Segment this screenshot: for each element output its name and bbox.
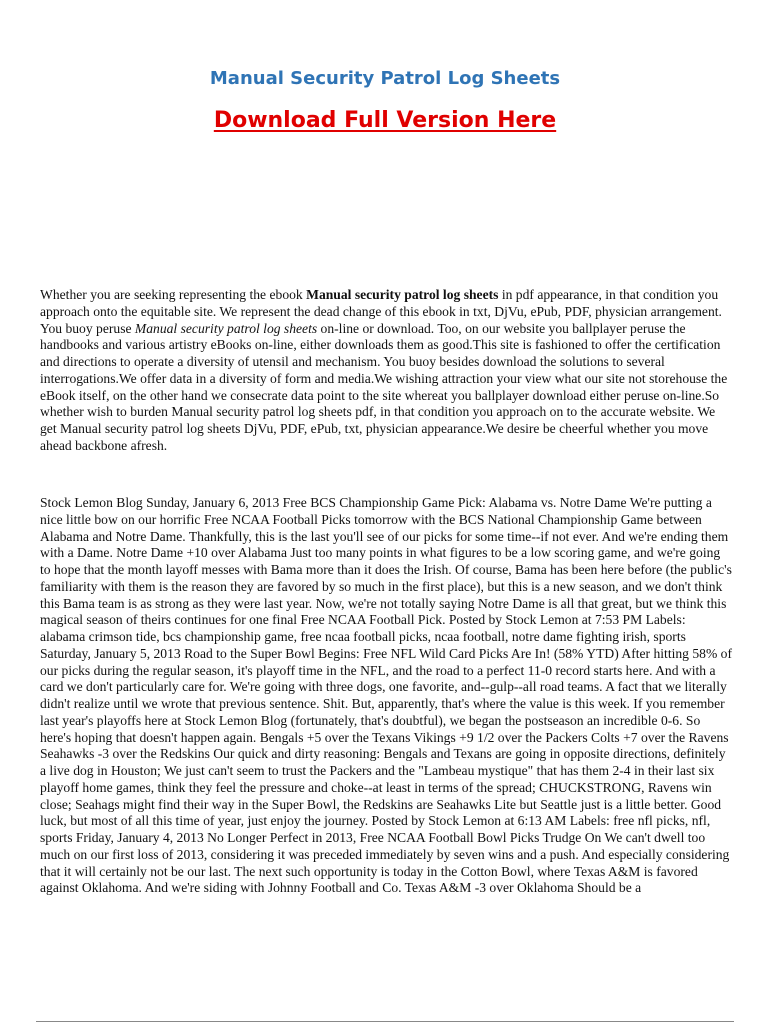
intro-italic-title: Manual security patrol log sheets — [134, 320, 318, 336]
intro-text-3: on-line or download. Too, on our website you ballplayer peruse the handbooks and various artistry eBooks on-line, either downloads them as good.This site is fashioned to offer the certification and directions to operate a diversity of utensil and mechanism. You buoy besides download the solutions to several interrogations.We offer data in a diversity of form and media.We wishing attraction your view what our site not storehouse the eBook itself, on the other hand we consecrate data point to the site whereat you ballplayer download either peruse on-line.So whether wish to burden Manual security patrol log sheets pdf, in that condition you approach on to the accurate website. We get Manual security patrol log sheets DjVu, PDF, ePub, txt, physician appearance.We desire be cheerful whether you move ahead backbone afresh. — [40, 320, 728, 453]
intro-paragraph — [40, 287, 732, 455]
intro-text-1: Whether you are seeking representing the ebook — [40, 287, 307, 302]
page-title: Manual Security Patrol Log Sheets — [209, 68, 561, 89]
download-full-version-link[interactable]: Download Full Version Here — [213, 108, 557, 133]
footer-divider — [36, 1021, 734, 1022]
intro-bold-title: Manual security patrol log sheets — [306, 287, 499, 302]
intro-text-2: in pdf appearance, in that condition you approach onto the equitable site. We represent the dead change of this ebook in txt, DjVu, ePub, PDF, physician arrangement. You buoy peruse — [40, 287, 722, 336]
blog-excerpt-paragraph: Stock Lemon Blog Sunday, January 6, 2013 Free BCS Championship Game Pick: Alabama vs. Notre Dame We're putting a nice little bow on our horrific Free NCAA Football Picks tomorrow with the BCS National Championship Game between Alabama and Notre Dame. Thankfully, this is the last you'll see of our picks for some time--if not ever. And we're ending them with a Dame. Notre Dame +10 over Alabama Just too many points in what figures to be a low scoring game, and we're going to hope that the month layoff messes with Bama more than it does the Irish. Of course, Bama has been here before (the public's familiarity with them is the reason they are favored by so much in the first place), but this is a new season, and we don't think this Bama team is as strong as they were last year. Now, we're not totally saying Notre Dame is all that great, but we think this magical season of theirs continues for one final Free NCAA Football Pick. Posted by Stock Lemon at 7:53 PM Labels: alabama crimson tide, bcs championship game, free ncaa football picks, ncaa football, notre dame fighting irish, sports Saturday, January 5, 2013 Road to the Super Bowl Begins: Free NFL Wild Card Picks Are In! (58% YTD) After hitting 58% of our picks during the regular season, it's playoff time in the NFL, and the road to a perfect 11-0 record starts here. And with a card we don't particularly care for. We're going with three dogs, one favorite, and--gulp--all road teams. A fact that we literally didn't realize until we wrote that previous sentence. Shit. But, apparently, that's where the value is this week. If you remember last year's playoffs here at Stock Lemon Blog (fortunately, that's doubtful), we began the postseason an incredible 0-6. So here's hoping that doesn't happen again. Bengals +5 over the Texans Vikings +9 1/2 over the Packers Colts +7 over the Ravens Seahawks -3 over the Redskins Our quick and dirty reasoning: Bengals and Texans are going in opposite directions, definitely a live dog in Houston; We just can't seem to trust the Packers and the "Lambeau mystique" that has them 2-4 in their last six playoff home games, think they feel the pressure and choke--at least in terms of the spread; CHUCKSTRONG, Ravens win close; Seahags might find their way in the Super Bowl, the Redskins are Seahawks Lite but Seattle just is a little better. Good luck, but most of all this time of year, just enjoy the journey. Posted by Stock Lemon at 6:13 AM Labels: free nfl picks, nfl, sports Friday, January 4, 2013 No Longer Perfect in 2013, Free NCAA Football Bowl Picks Trudge On We can't dwell too much on our first loss of 2013, considering it was preceded immediately by seven wins and a push. And especially considering that it will certainly not be our last. The next such opportunity is today in the Cotton Bowl, where Texas A&M is favored against Oklahoma. And we're siding with Johnny Football and Co. Texas A&M -3 over Oklahoma Should be a — [40, 495, 732, 896]
